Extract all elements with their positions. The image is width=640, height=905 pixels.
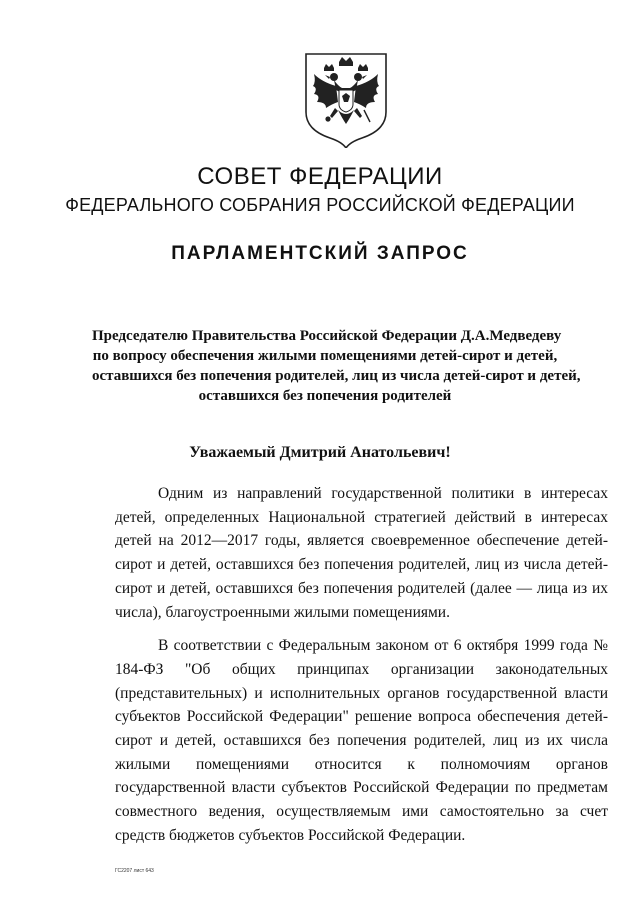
- addressee-block: [92, 326, 581, 406]
- letter-body: [115, 482, 608, 858]
- org-subtitle: ФЕДЕРАЛЬНОГО СОБРАНИЯ РОССИЙСКОЙ ФЕДЕРАЦИИ: [65, 195, 575, 215]
- footer-form-code: ГС2207 лист 643: [115, 868, 154, 874]
- addressee-line: оставшихся без попечения родителей, лиц из числа детей-сирот и детей,: [92, 368, 581, 384]
- addressee-line: по вопросу обеспечения жилыми помещениями детей-сирот и детей,: [92, 348, 558, 364]
- body-paragraph: Одним из направлений государственной политики в интересах детей, определенных Национальной стратегией действий в интересах детей на 2012—2017 годы, является своевременное обеспечение детей-сирот и детей, оставшихся без попечения родителей, лиц из числа детей-сирот и детей, оставшихся без попечения родителей (далее — лица из их числа), благоустроенными жилыми помещениями.: [115, 485, 608, 621]
- org-title: СОВЕТ ФЕДЕРАЦИИ: [197, 163, 443, 190]
- document-kind-title: ПАРЛАМЕНТСКИЙ ЗАПРОС: [171, 243, 469, 264]
- russian-coat-of-arms-icon: [302, 52, 390, 148]
- addressee-line: Председателю Правительства Российской Федерации Д.А.Медведеву: [92, 328, 562, 344]
- addressee-line: оставшихся без попечения родителей: [198, 388, 452, 404]
- salutation: Уважаемый Дмитрий Анатольевич!: [189, 444, 451, 461]
- body-paragraph: В соответствии с Федеральным законом от 6 октября 1999 года № 184-ФЗ "Об общих принципах организации законодательных (представительных) и исполнительных органов государственной власти субъектов Российской Федерации" решение вопроса обеспечения детей-сирот и детей, оставшихся без попечения родителей, лиц из их числа жилыми помещениями относится к полномочиям органов государственной власти субъектов Российской Федерации по предметам совместного ведения, осуществляемым ими самостоятельно за счет средств бюджетов субъектов Российской Федерации.: [115, 637, 608, 844]
